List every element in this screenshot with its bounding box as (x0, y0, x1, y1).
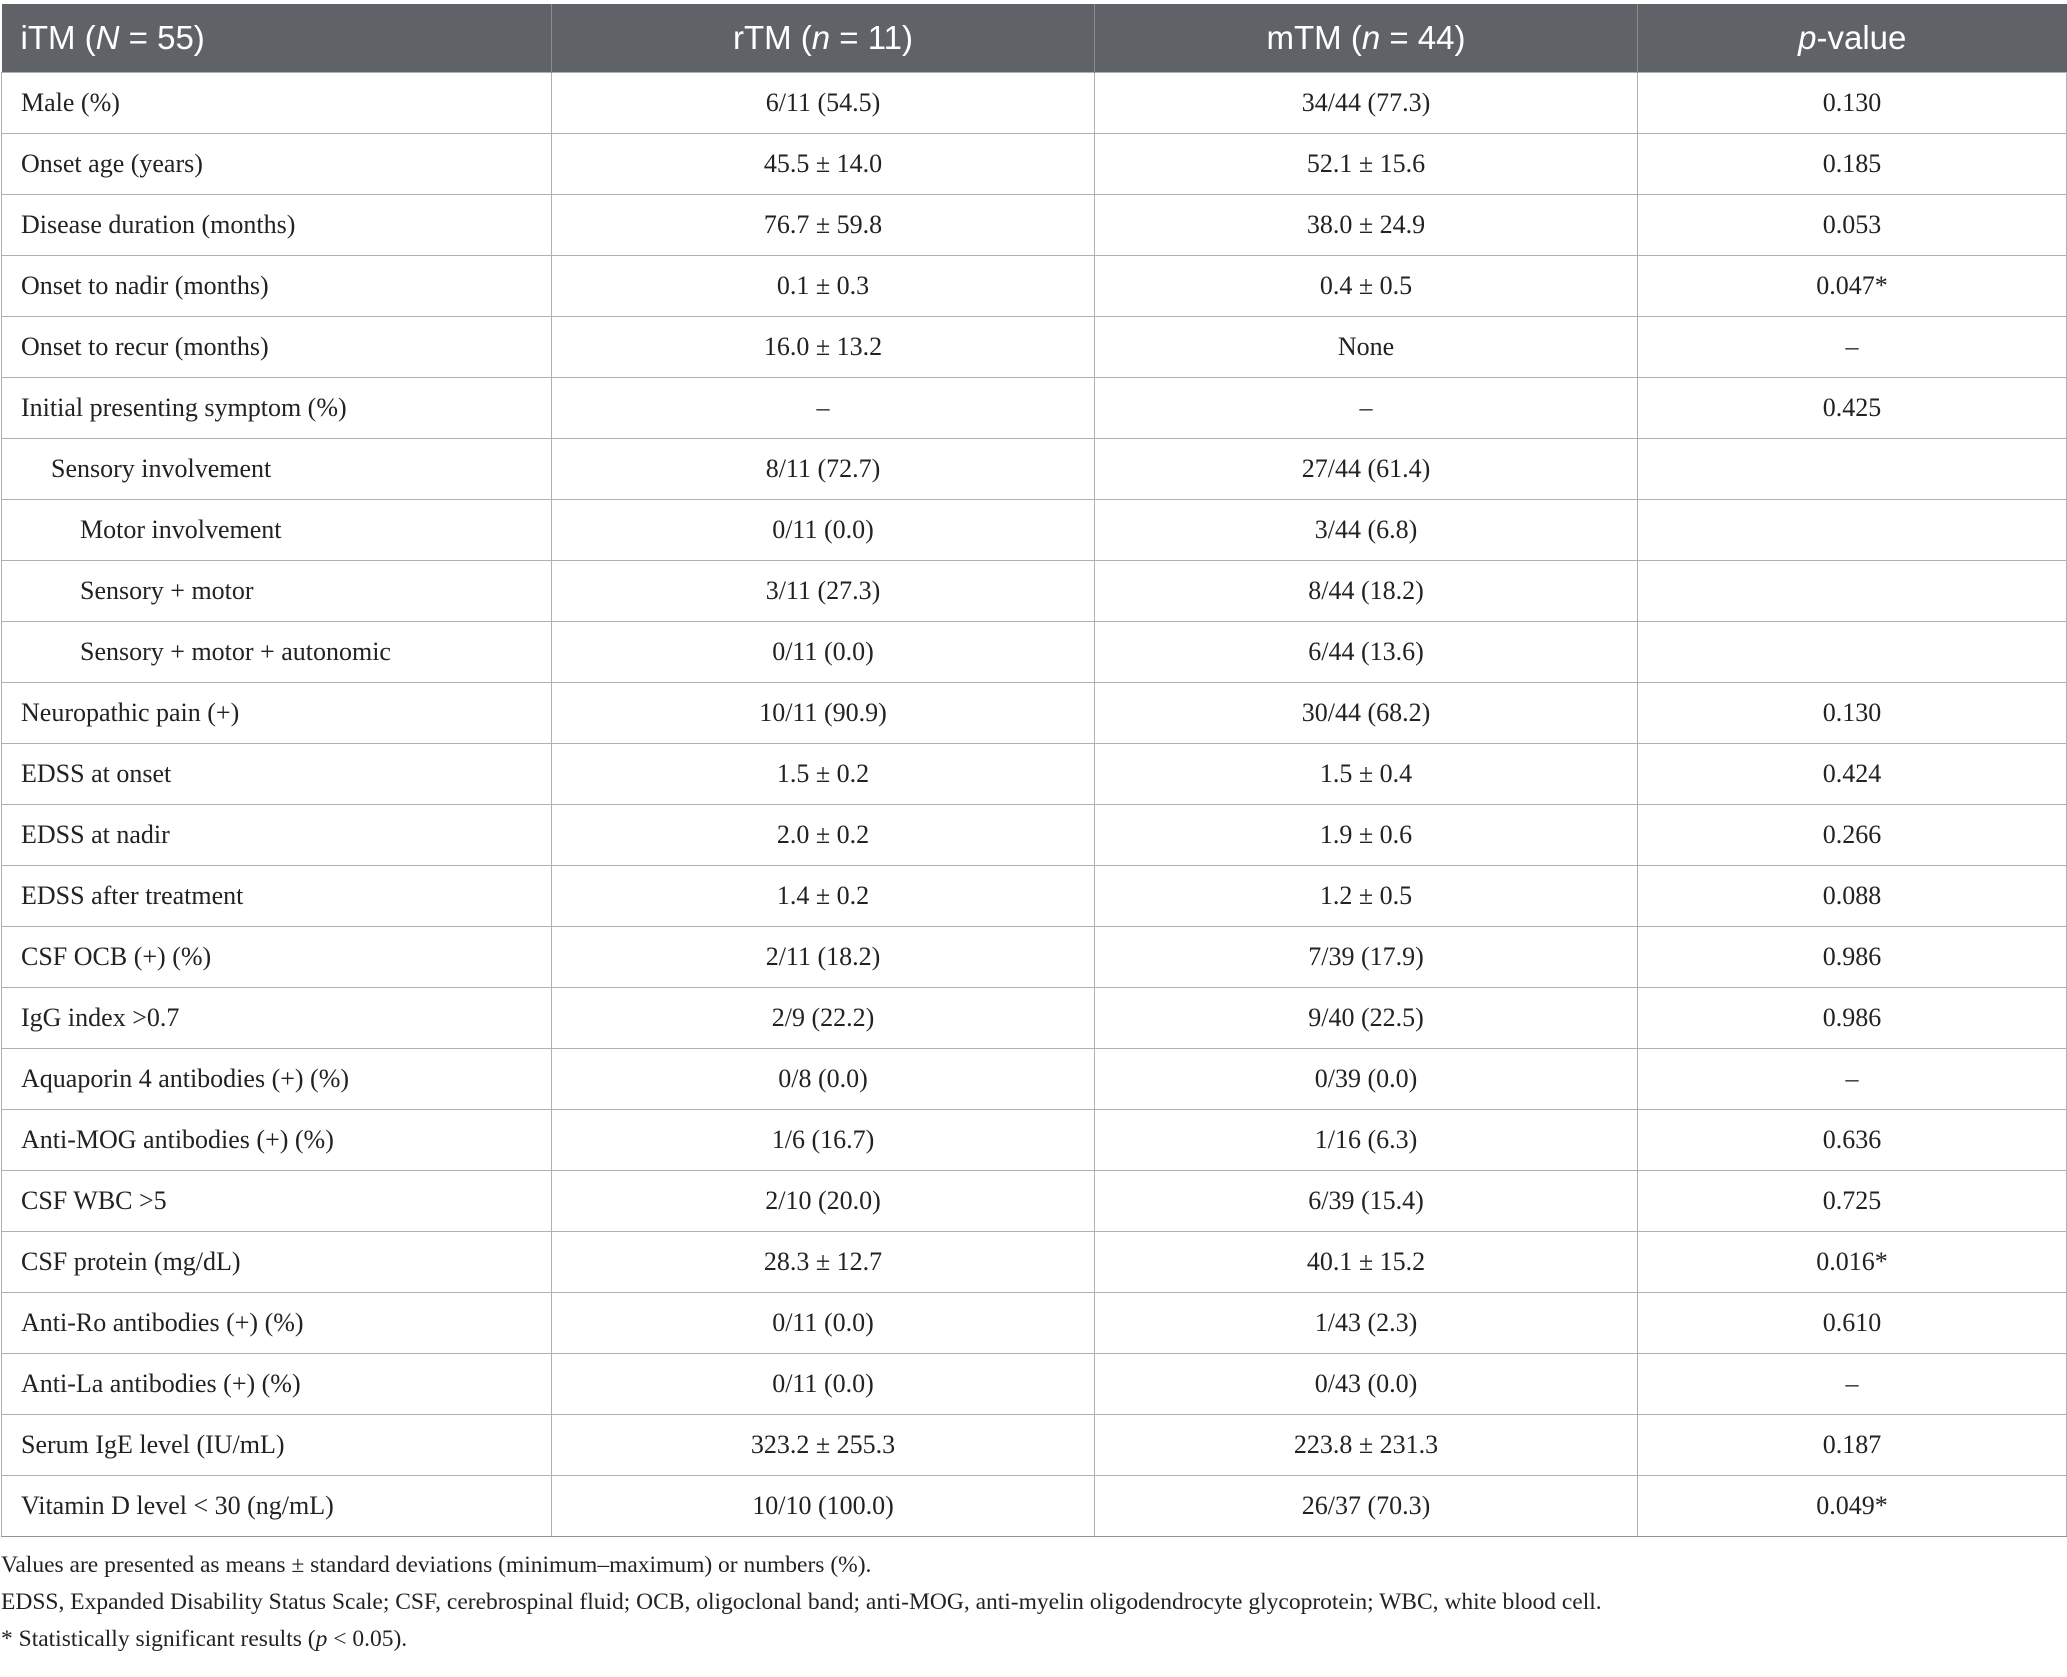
table-row (2, 1110, 2067, 1171)
row-label: Sensory involvement (2, 439, 552, 500)
mtm-value: 1/43 (2.3) (1095, 1293, 1638, 1354)
p-value: 0.047* (1638, 256, 2067, 317)
p-value: 0.130 (1638, 683, 2067, 744)
rtm-value: 6/11 (54.5) (552, 73, 1095, 134)
mtm-value: 8/44 (18.2) (1095, 561, 1638, 622)
table-row (2, 1354, 2067, 1415)
p-value: – (1638, 1049, 2067, 1110)
mtm-value: 3/44 (6.8) (1095, 500, 1638, 561)
p-value (1638, 500, 2067, 561)
rtm-value: 323.2 ± 255.3 (552, 1415, 1095, 1476)
p-value: 0.986 (1638, 927, 2067, 988)
row-label: CSF protein (mg/dL) (2, 1232, 552, 1293)
table-row (2, 1476, 2067, 1537)
mtm-value: 1.5 ± 0.4 (1095, 744, 1638, 805)
row-label: Sensory + motor + autonomic (2, 622, 552, 683)
rtm-value: 16.0 ± 13.2 (552, 317, 1095, 378)
row-label: Onset age (years) (2, 134, 552, 195)
mtm-value: 1/16 (6.3) (1095, 1110, 1638, 1171)
table-row (2, 622, 2067, 683)
table-row (2, 1049, 2067, 1110)
row-label: Onset to nadir (months) (2, 256, 552, 317)
p-value: – (1638, 317, 2067, 378)
row-label: Vitamin D level < 30 (ng/mL) (2, 1476, 552, 1537)
p-value: 0.016* (1638, 1232, 2067, 1293)
rtm-value: 0/8 (0.0) (552, 1049, 1095, 1110)
header-rtm: rTM (n = 11) (552, 4, 1095, 73)
row-label: Male (%) (2, 73, 552, 134)
p-value: 0.424 (1638, 744, 2067, 805)
row-label: Initial presenting symptom (%) (2, 378, 552, 439)
mtm-value: 0/43 (0.0) (1095, 1354, 1638, 1415)
table-row (2, 988, 2067, 1049)
mtm-value: 34/44 (77.3) (1095, 73, 1638, 134)
p-value: 0.130 (1638, 73, 2067, 134)
results-table (1, 4, 2067, 1537)
mtm-value: 38.0 ± 24.9 (1095, 195, 1638, 256)
header-p-value: p-value (1638, 4, 2067, 73)
p-value: 0.725 (1638, 1171, 2067, 1232)
rtm-value: 28.3 ± 12.7 (552, 1232, 1095, 1293)
row-label: Anti-MOG antibodies (+) (%) (2, 1110, 552, 1171)
mtm-value: – (1095, 378, 1638, 439)
p-value (1638, 622, 2067, 683)
rtm-value: – (552, 378, 1095, 439)
row-label: IgG index >0.7 (2, 988, 552, 1049)
table-row (2, 1171, 2067, 1232)
rtm-value: 10/10 (100.0) (552, 1476, 1095, 1537)
table-row (2, 561, 2067, 622)
rtm-value: 0/11 (0.0) (552, 622, 1095, 683)
p-value: 0.185 (1638, 134, 2067, 195)
row-label: Aquaporin 4 antibodies (+) (%) (2, 1049, 552, 1110)
table-row (2, 744, 2067, 805)
header-mtm: mTM (n = 44) (1095, 4, 1638, 73)
row-label: EDSS after treatment (2, 866, 552, 927)
mtm-value: 52.1 ± 15.6 (1095, 134, 1638, 195)
rtm-value: 1.5 ± 0.2 (552, 744, 1095, 805)
row-label: Sensory + motor (2, 561, 552, 622)
table-row (2, 1415, 2067, 1476)
p-value (1638, 561, 2067, 622)
rtm-value: 10/11 (90.9) (552, 683, 1095, 744)
header-row (2, 4, 2067, 73)
row-label: Anti-Ro antibodies (+) (%) (2, 1293, 552, 1354)
p-value: 0.053 (1638, 195, 2067, 256)
table-row (2, 256, 2067, 317)
table-row (2, 378, 2067, 439)
row-label: EDSS at onset (2, 744, 552, 805)
table-row (2, 683, 2067, 744)
mtm-value: 9/40 (22.5) (1095, 988, 1638, 1049)
p-value: 0.636 (1638, 1110, 2067, 1171)
mtm-value: 40.1 ± 15.2 (1095, 1232, 1638, 1293)
mtm-value: 6/39 (15.4) (1095, 1171, 1638, 1232)
p-value: 0.266 (1638, 805, 2067, 866)
rtm-value: 3/11 (27.3) (552, 561, 1095, 622)
row-label: Onset to recur (months) (2, 317, 552, 378)
mtm-value: 6/44 (13.6) (1095, 622, 1638, 683)
mtm-value: 1.9 ± 0.6 (1095, 805, 1638, 866)
table-row (2, 195, 2067, 256)
rtm-value: 0/11 (0.0) (552, 500, 1095, 561)
table-row (2, 927, 2067, 988)
p-value: 0.986 (1638, 988, 2067, 1049)
table-row (2, 500, 2067, 561)
mtm-value: 0/39 (0.0) (1095, 1049, 1638, 1110)
rtm-value: 1.4 ± 0.2 (552, 866, 1095, 927)
p-value: 0.425 (1638, 378, 2067, 439)
table-row (2, 1293, 2067, 1354)
p-value: – (1638, 1354, 2067, 1415)
row-label: Motor involvement (2, 500, 552, 561)
table-row (2, 134, 2067, 195)
rtm-value: 2/10 (20.0) (552, 1171, 1095, 1232)
mtm-value: None (1095, 317, 1638, 378)
mtm-value: 27/44 (61.4) (1095, 439, 1638, 500)
mtm-value: 7/39 (17.9) (1095, 927, 1638, 988)
abbreviations-footnote: EDSS, Expanded Disability Status Scale; CSF, cerebrospinal fluid; OCB, oligoclonal band; anti-MOG, anti-myelin oligodendrocyte glycoprotein; WBC, white blood cell. (1, 1589, 1602, 1615)
rtm-value: 1/6 (16.7) (552, 1110, 1095, 1171)
row-label: Disease duration (months) (2, 195, 552, 256)
p-value: 0.610 (1638, 1293, 2067, 1354)
significance-footnote: * Statistically significant results (p < 0.05). (1, 1626, 408, 1652)
mtm-value: 30/44 (68.2) (1095, 683, 1638, 744)
table-row (2, 1232, 2067, 1293)
row-label: CSF OCB (+) (%) (2, 927, 552, 988)
rtm-value: 76.7 ± 59.8 (552, 195, 1095, 256)
rtm-value: 0/11 (0.0) (552, 1354, 1095, 1415)
rtm-value: 2.0 ± 0.2 (552, 805, 1095, 866)
row-label: EDSS at nadir (2, 805, 552, 866)
row-label: Serum IgE level (IU/mL) (2, 1415, 552, 1476)
mtm-value: 1.2 ± 0.5 (1095, 866, 1638, 927)
p-value: 0.088 (1638, 866, 2067, 927)
rtm-value: 0/11 (0.0) (552, 1293, 1095, 1354)
table-row (2, 73, 2067, 134)
rtm-value: 2/9 (22.2) (552, 988, 1095, 1049)
table-row (2, 439, 2067, 500)
row-label: Anti-La antibodies (+) (%) (2, 1354, 552, 1415)
table-row (2, 317, 2067, 378)
mtm-value: 223.8 ± 231.3 (1095, 1415, 1638, 1476)
table-header (2, 4, 2067, 73)
rtm-value: 8/11 (72.7) (552, 439, 1095, 500)
row-label: CSF WBC >5 (2, 1171, 552, 1232)
table-footnotes (1, 1547, 2067, 1658)
rtm-value: 2/11 (18.2) (552, 927, 1095, 988)
values-footnote: Values are presented as means ± standard deviations (minimum–maximum) or numbers (%). (1, 1552, 872, 1578)
mtm-value: 26/37 (70.3) (1095, 1476, 1638, 1537)
mtm-value: 0.4 ± 0.5 (1095, 256, 1638, 317)
p-value: 0.049* (1638, 1476, 2067, 1537)
rtm-value: 0.1 ± 0.3 (552, 256, 1095, 317)
table-row (2, 805, 2067, 866)
table-row (2, 866, 2067, 927)
row-label: Neuropathic pain (+) (2, 683, 552, 744)
header-itm: iTM (N = 55) (2, 4, 552, 73)
p-value: 0.187 (1638, 1415, 2067, 1476)
table-body (2, 73, 2067, 1537)
rtm-value: 45.5 ± 14.0 (552, 134, 1095, 195)
p-value (1638, 439, 2067, 500)
